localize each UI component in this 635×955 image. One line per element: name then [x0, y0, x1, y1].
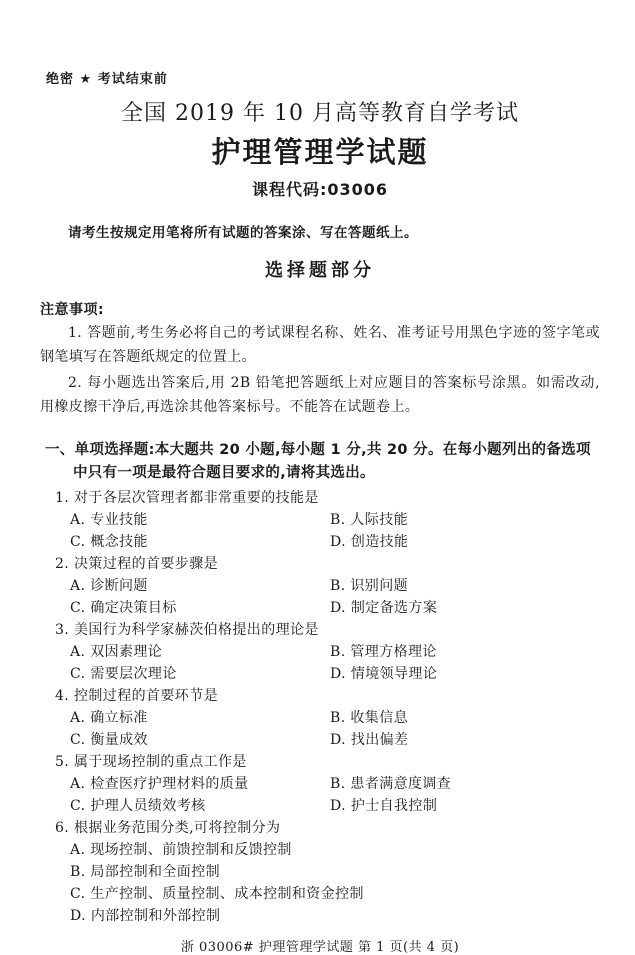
- option: A. 双因素理论: [70, 644, 163, 660]
- secrecy-label: 绝密 ★ 考试结束前: [46, 72, 168, 87]
- option: C. 概念技能: [70, 534, 148, 550]
- notes-heading: 注意事项:: [40, 302, 105, 318]
- part-one-heading: 一、单项选择题:本大题共 20 小题,每小题 1 分,共 20 分。在每小题列出的备选项中只有一项是最符合题目要求的,请将其选出。: [45, 442, 591, 481]
- section-title: 选择题部分: [265, 260, 375, 281]
- option: A. 检查医疗护理材料的质量: [70, 776, 249, 792]
- option: A. 确立标准: [70, 710, 148, 726]
- option: D. 内部控制和外部控制: [70, 908, 221, 924]
- option: D. 创造技能: [330, 534, 409, 550]
- option: B. 人际技能: [330, 512, 408, 528]
- question-stem: 6. 根据业务范围分类,可将控制分为: [55, 820, 281, 836]
- option: D. 制定备选方案: [330, 600, 438, 616]
- question-3: [40, 619, 600, 685]
- question-stem: 4. 控制过程的首要环节是: [55, 688, 219, 704]
- option: B. 识别问题: [330, 578, 408, 594]
- option-group: [70, 641, 600, 685]
- answer-instruction: 请考生按规定用笔将所有试题的答案涂、写在答题纸上。: [68, 225, 418, 241]
- option: C. 衡量成效: [70, 732, 148, 748]
- option: B. 收集信息: [330, 710, 408, 726]
- question-stem: 5. 属于现场控制的重点工作是: [55, 754, 247, 770]
- option: B. 局部控制和全面控制: [70, 864, 220, 880]
- option-group: [70, 773, 600, 817]
- option: A. 诊断问题: [70, 578, 148, 594]
- question-6: [40, 817, 600, 927]
- option: D. 护士自我控制: [330, 798, 438, 814]
- option: D. 找出偏差: [330, 732, 409, 748]
- question-stem: 2. 决策过程的首要步骤是: [55, 556, 219, 572]
- option: D. 情境领导理论: [330, 666, 438, 682]
- question-list: [40, 487, 600, 927]
- question-stem: 3. 美国行为科学家赫茨伯格提出的理论是: [55, 622, 319, 638]
- paper-title: 护理管理学试题: [211, 135, 429, 169]
- option: A. 现场控制、前馈控制和反馈控制: [70, 842, 292, 858]
- question-2: [40, 553, 600, 619]
- page-footer: 浙 03006# 护理管理学试题 第 1 页(共 4 页): [180, 940, 460, 955]
- option: A. 专业技能: [70, 512, 148, 528]
- note-item-2: 2. 每小题选出答案后,用 2B 铅笔把答题纸上对应题目的答案标号涂黑。如需改动,用橡皮擦干净后,再选涂其他答案标号。不能答在试题卷上。: [40, 375, 600, 415]
- question-4: [40, 685, 600, 751]
- option: C. 确定决策目标: [70, 600, 177, 616]
- option: B. 患者满意度调查: [330, 776, 452, 792]
- question-stem: 1. 对于各层次管理者都非常重要的技能是: [55, 490, 319, 506]
- option: C. 需要层次理论: [70, 666, 177, 682]
- note-item-1: 1. 答题前,考生务必将自己的考试课程名称、姓名、准考证号用黑色字迹的签字笔或钢笔填写在答题纸规定的位置上。: [40, 325, 600, 365]
- option: C. 护理人员绩效考核: [70, 798, 206, 814]
- exam-title: 全国 2019 年 10 月高等教育自学考试: [121, 101, 519, 126]
- question-5: [40, 751, 600, 817]
- option-group: [70, 707, 600, 751]
- option-group: [70, 839, 600, 927]
- option-group: [70, 575, 600, 619]
- option: C. 生产控制、质量控制、成本控制和资金控制: [70, 886, 364, 902]
- option-group: [70, 509, 600, 553]
- question-1: [40, 487, 600, 553]
- course-code: 课程代码:03006: [251, 180, 389, 199]
- option: B. 管理方格理论: [330, 644, 437, 660]
